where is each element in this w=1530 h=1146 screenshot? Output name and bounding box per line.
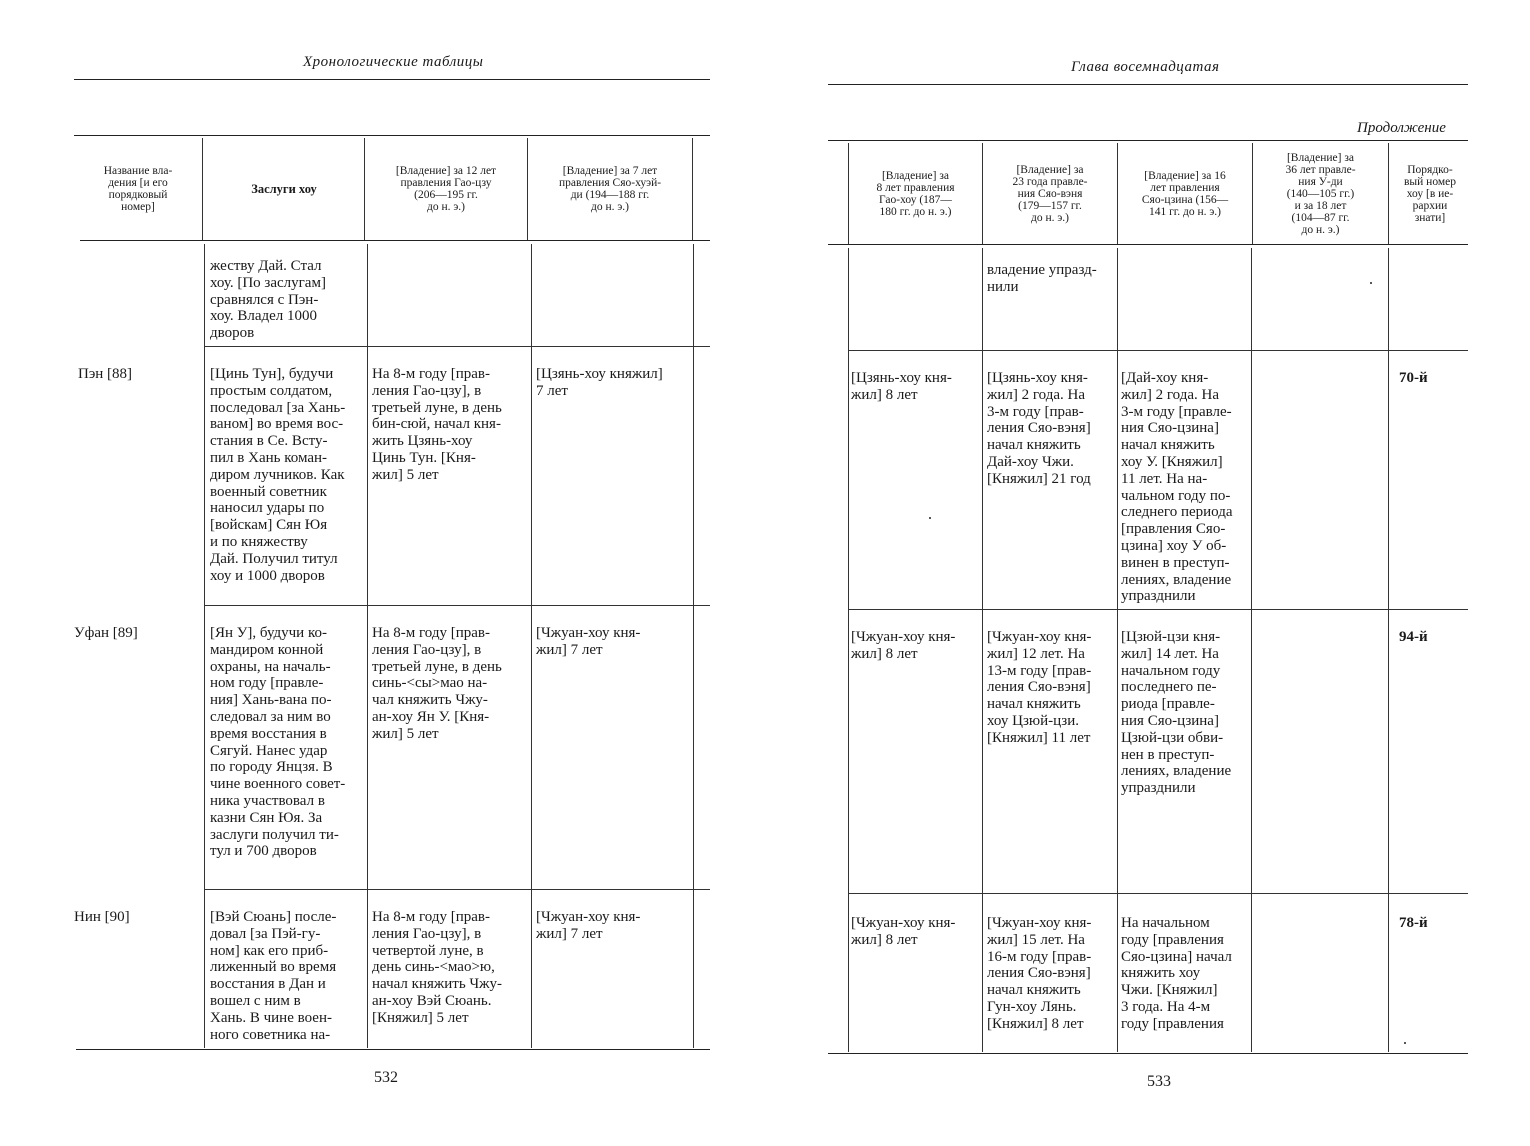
col-divider — [527, 138, 528, 240]
col-divider — [982, 248, 983, 1052]
row1-name: Пэн [88] — [78, 366, 133, 382]
col-divider — [982, 143, 983, 244]
page-number-right: 533 — [1147, 1073, 1171, 1090]
row-rule — [848, 609, 1468, 610]
col-divider — [692, 138, 693, 240]
col-divider — [202, 138, 203, 240]
table-top-rule — [74, 135, 710, 136]
head-rule-left — [74, 79, 710, 80]
header-xiaojing: [Владение] за 16 лет правления Сяо-цзина (156— 141 гг. до н. э.) — [1141, 169, 1229, 218]
stray-mark — [1404, 1042, 1406, 1044]
table-bottom-rule — [76, 1049, 710, 1050]
stray-mark — [929, 517, 931, 519]
header-bottom-rule — [828, 244, 1468, 245]
col-divider — [204, 244, 205, 1048]
row2-gaozu: На 8-м году [прав- ления Гао-цзу], в третьей луне, в день синь-<сы>мао на- чал княжить Чжу- ан-хоу Ян У. [Кня- жил] 5 лет — [372, 625, 502, 742]
header-xiaowen: [Владение] за 23 года правле- ния Сяо-вэня (179—157 гг. до н. э.) — [1012, 163, 1088, 224]
row3-xiaohui: [Чжуан-хоу кня- жил] 7 лет — [536, 909, 641, 942]
col-divider — [1252, 143, 1253, 244]
row2-rank: 94-й — [1399, 629, 1428, 645]
header-wudi: [Владение] за 36 лет правле- ния У-ди (140—105 гг.) и за 18 лет (104—87 гг. до н. э.) — [1285, 151, 1356, 236]
row3-name: Нин [90] — [74, 909, 130, 925]
table-top-rule — [828, 140, 1468, 141]
header-merits — [206, 140, 362, 238]
header-rank: Порядко- вый номер хоу [в ие- рархии знати] — [1403, 163, 1456, 224]
running-head-left: Хронологические таблицы — [303, 54, 484, 70]
head-rule-right — [828, 84, 1468, 85]
header-gaozu: [Владение] за 12 лет правления Гао-цзу (206—195 гг. до н. э.) — [395, 165, 497, 213]
header-gaohou: [Владение] за 8 лет правления Гао-хоу (187— 180 гг. до н. э.) — [876, 169, 955, 218]
row1-xiaojing: [Дай-хоу кня- жил] 2 года. На 3-м году [правле- ния Сяо-цзина] начал княжить хоу У. [Княжил] 11 лет. На на- чальном году по- следнего периода [правления Сяо- цзина] хоу У об- винен в преступ- лениях, владение упразднили — [1121, 370, 1233, 605]
row2-merits: [Ян У], будучи ко- мандиром конной охраны, на началь- ном году [правле- ния] Хань-вана по- следовал за ним во время восстания в Сягуй. Нанес удар по городу Янцзя. В чине военного совет- ника участвовал в казни Сян Юя. За заслуги получил ти- тул и 700 дворов — [210, 625, 346, 860]
row0-xiaowen: владение упразд- нили — [987, 262, 1097, 295]
row2-gaohou: [Чжуан-хоу кня- жил] 8 лет — [851, 629, 956, 662]
row1-gaohou: [Цзянь-хоу кня- жил] 8 лет — [851, 370, 952, 403]
running-head-right: Глава восемнадцатая — [1071, 59, 1220, 75]
row3-xiaojing: На начальном году [правления Сяо-цзина] начал княжить хоу Чжи. [Княжил] 3 года. На 4-м году [правления — [1121, 915, 1232, 1032]
row1-rank: 70-й — [1399, 370, 1428, 386]
col-divider — [1117, 248, 1118, 1052]
col-divider — [531, 244, 532, 1048]
row2-name: Уфан [89] — [74, 625, 138, 641]
row1-gaozu: На 8-м году [прав- ления Гао-цзу], в третьей луне, в день бин-сюй, начал кня- жить Цзянь-хоу Цинь Тун. [Кня- жил] 5 лет — [372, 366, 502, 483]
row3-gaozu: На 8-м году [прав- ления Гао-цзу], в четвертой луне, в день синь-<мао>ю, начал княжить Чжу- ан-хоу Вэй Сюань. [Княжил] 5 лет — [372, 909, 503, 1026]
row2-xiaowen: [Чжуан-хоу кня- жил] 12 лет. На 13-м году [прав- ления Сяо-вэня] начал княжить хоу Цзюй-цзи. [Княжил] 11 лет — [987, 629, 1092, 746]
row1-merits: [Цинь Тун], будучи простым солдатом, последовал [за Хань- ваном] во время вос- стания в Се. Всту- пил в Хань коман- диром лучников. Как военный советник наносил удары по [войскам] Сян Юя и по княжеству Дай. Получил титул хоу и 1000 дворов — [210, 366, 346, 584]
row3-gaohou: [Чжуан-хоу кня- жил] 8 лет — [851, 915, 956, 948]
col-divider — [367, 244, 368, 1048]
row2-xiaohui: [Чжуан-хоу кня- жил] 7 лет — [536, 625, 641, 658]
row-rule — [848, 350, 1468, 351]
row2-xiaojing: [Цзюй-цзи кня- жил] 14 лет. На начальном году последнего пе- риода [правле- ния Сяо-цзина] Цзюй-цзи обви- нен в преступ- лениях, владение упразднили — [1121, 629, 1232, 797]
col-divider — [364, 138, 365, 240]
header-bottom-rule — [80, 240, 710, 241]
row-rule — [204, 605, 710, 606]
row-rule — [204, 889, 710, 890]
page-number-left: 532 — [374, 1069, 398, 1086]
row1-xiaowen: [Цзянь-хоу кня- жил] 2 года. На 3-м году [прав- ления Сяо-вэня] начал княжить Дай-хоу Чжи. [Княжил] 21 год — [987, 370, 1091, 487]
table-bottom-rule — [828, 1053, 1468, 1054]
col-divider — [848, 143, 849, 244]
col-divider — [1251, 248, 1252, 1052]
right-page — [765, 0, 1530, 1146]
row3-merits: [Вэй Сюань] после- довал [за Пэй-гу- ном] как его приб- лиженный во время восстания в Дан и вошел с ним в Хань. В чине воен- ного советника на- — [210, 909, 337, 1043]
header-merits-text: Заслуги хоу — [251, 182, 317, 196]
row-rule — [204, 346, 710, 347]
header-xiaohui: [Владение] за 7 лет правления Сяо-хуэй- ди (194—188 гг. до н. э.) — [558, 165, 662, 213]
continued-label: Продолжение — [1357, 120, 1446, 136]
col-divider — [1388, 248, 1389, 1052]
row3-rank: 78-й — [1399, 915, 1428, 931]
col-divider — [1117, 143, 1118, 244]
col-divider — [693, 244, 694, 1048]
row3-xiaowen: [Чжуан-хоу кня- жил] 15 лет. На 16-м году [прав- ления Сяо-вэня] начал княжить Гун-хоу Лянь. [Княжил] 8 лет — [987, 915, 1092, 1032]
stray-mark — [1370, 282, 1372, 284]
row-rule — [848, 893, 1468, 894]
col-divider — [848, 248, 849, 1052]
row0-merits: жеству Дай. Стал хоу. [По заслугам] сравнялся с Пэн- хоу. Владел 1000 дворов — [210, 258, 326, 342]
row1-xiaohui: [Цзянь-хоу княжил] 7 лет — [536, 366, 663, 399]
header-name: Название вла- дения [и его порядковый номер] — [103, 165, 173, 213]
col-divider — [1388, 143, 1389, 244]
